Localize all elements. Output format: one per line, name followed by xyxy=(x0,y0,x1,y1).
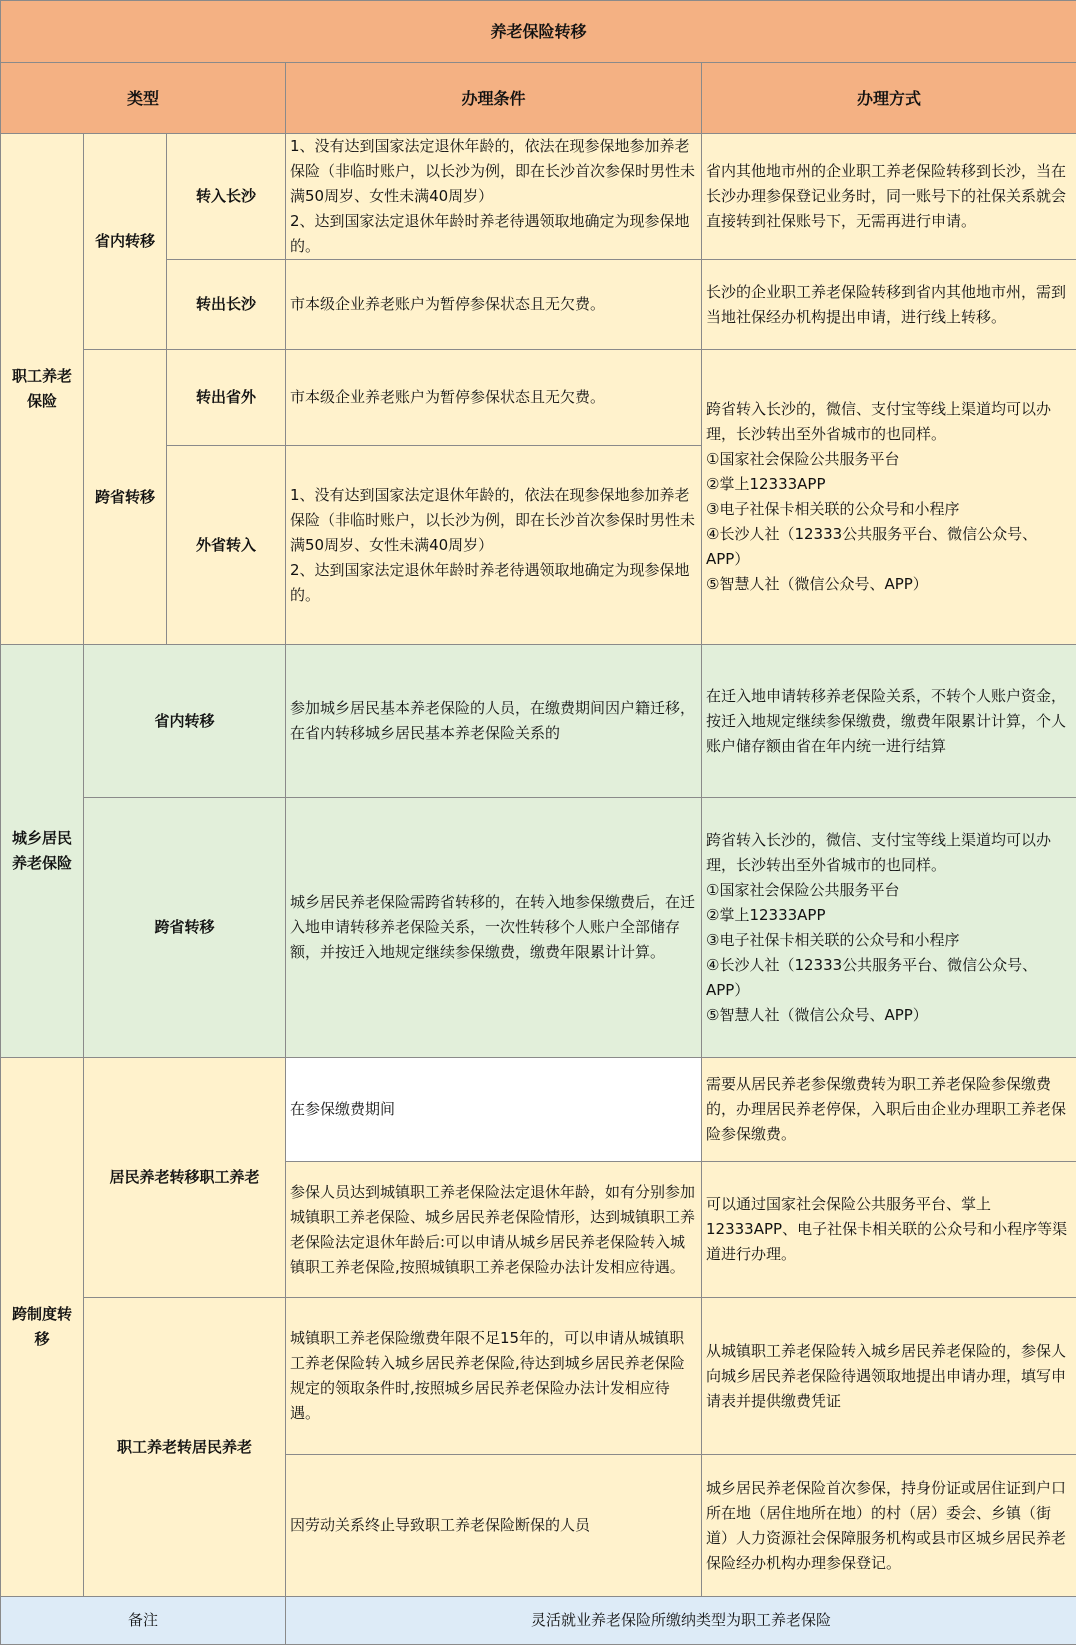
condition-r2e-row1: 在参保缴费期间 xyxy=(286,1058,702,1162)
condition-transfer-in-province: 1、没有达到国家法定退休年龄的，依法在现参保地参加养老保险（非临时账户，以长沙为例，即在长沙首次参保时男性未满50周岁、女性未满40周岁） 2、达到国家法定退休年龄时养老待遇领取地确定为现参保地的。 xyxy=(286,446,702,645)
condition-transfer-out-changsha: 市本级企业养老账户为暂停参保状态且无欠费。 xyxy=(286,260,702,350)
table-title: 养老保险转移 xyxy=(1,1,1076,63)
subcategory-resident-inter: 跨省转移 xyxy=(84,798,286,1058)
method-r2e-row2: 可以通过国家社会保险公共服务平台、掌上12333APP、电子社保卡相关联的公众号和小程序等渠道进行办理。 xyxy=(702,1162,1076,1298)
header-condition: 办理条件 xyxy=(286,63,702,134)
note-text: 灵活就业养老保险所缴纳类型为职工养老保险 xyxy=(286,1597,1076,1645)
subcategory-employee-inter: 跨省转移 xyxy=(84,350,167,645)
header-type: 类型 xyxy=(1,63,286,134)
method-e2r-row1: 从城镇职工养老保险转入城乡居民养老保险的，参保人向城乡居民养老保险待遇领取地提出申请办理，填写申请表并提供缴费凭证 xyxy=(702,1298,1076,1455)
condition-transfer-out-province: 市本级企业养老账户为暂停参保状态且无欠费。 xyxy=(286,350,702,446)
note-label: 备注 xyxy=(1,1597,286,1645)
category-resident-pension: 城乡居民 养老保险 xyxy=(1,645,84,1058)
condition-e2r-row1: 城镇职工养老保险缴费年限不足15年的，可以申请从城镇职工养老保险转入城乡居民养老保险,待达到城乡居民养老保险规定的领取条件时,按照城乡居民养老保险办法计发相应待遇。 xyxy=(286,1298,702,1455)
subcategory-employee-to-resident: 职工养老转居民养老 xyxy=(84,1298,286,1597)
condition-resident-inter: 城乡居民养老保险需跨省转移的，在转入地参保缴费后，在迁入地申请转移养老保险关系，一次性转移个人账户全部储存额，并按迁入地规定继续参保缴费，缴费年限累计计算。 xyxy=(286,798,702,1058)
condition-e2r-row2: 因劳动关系终止导致职工养老保险断保的人员 xyxy=(286,1455,702,1597)
method-e2r-row2: 城乡居民养老保险首次参保，持身份证或居住证到户口所在地（居住地所在地）的村（居）委会、乡镇（街道）人力资源社会保障服务机构或县市区城乡居民养老保险经办机构办理参保登记。 xyxy=(702,1455,1076,1597)
type-transfer-in-changsha: 转入长沙 xyxy=(167,134,286,260)
type-transfer-out-changsha: 转出长沙 xyxy=(167,260,286,350)
method-employee-inter: 跨省转入长沙的，微信、支付宝等线上渠道均可以办理，长沙转出至外省城市的也同样。 ①国家社会保险公共服务平台 ②掌上12333APP ③电子社保卡相关联的公众号和小程序 ④长沙人社（12333公共服务平台、微信公众号、APP） ⑤智慧人社（微信公众号、APP） xyxy=(702,350,1076,645)
method-transfer-out-changsha: 长沙的企业职工养老保险转移到省内其他地市州，需到当地社保经办机构提出申请，进行线上转移。 xyxy=(702,260,1076,350)
subcategory-resident-to-employee: 居民养老转移职工养老 xyxy=(84,1058,286,1298)
type-transfer-out-province: 转出省外 xyxy=(167,350,286,446)
method-r2e-row1: 需要从居民养老参保缴费转为职工养老保险参保缴费的，办理居民养老停保，入职后由企业办理职工养老保险参保缴费。 xyxy=(702,1058,1076,1162)
category-cross-system: 跨制度转 移 xyxy=(1,1058,84,1597)
header-method: 办理方式 xyxy=(702,63,1076,134)
type-transfer-in-province: 外省转入 xyxy=(167,446,286,645)
subcategory-employee-intra: 省内转移 xyxy=(84,134,167,350)
condition-r2e-row2: 参保人员达到城镇职工养老保险法定退休年龄，如有分别参加城镇职工养老保险、城乡居民养老保险情形，达到城镇职工养老保险法定退休年龄后:可以申请从城乡居民养老保险转入城镇职工养老保险,按照城镇职工养老保险办法计发相应待遇。 xyxy=(286,1162,702,1298)
category-employee-pension: 职工养老 保险 xyxy=(1,134,84,645)
method-resident-intra: 在迁入地申请转移养老保险关系，不转个人账户资金，按迁入地规定继续参保缴费，缴费年限累计计算，个人账户储存额由省在年内统一进行结算 xyxy=(702,645,1076,798)
method-resident-inter: 跨省转入长沙的，微信、支付宝等线上渠道均可以办理，长沙转出至外省城市的也同样。 ①国家社会保险公共服务平台 ②掌上12333APP ③电子社保卡相关联的公众号和小程序 ④长沙人社（12333公共服务平台、微信公众号、APP） ⑤智慧人社（微信公众号、APP） xyxy=(702,798,1076,1058)
condition-resident-intra: 参加城乡居民基本养老保险的人员，在缴费期间因户籍迁移，在省内转移城乡居民基本养老保险关系的 xyxy=(286,645,702,798)
condition-transfer-in-changsha: 1、没有达到国家法定退休年龄的，依法在现参保地参加养老保险（非临时账户，以长沙为例，即在长沙首次参保时男性未满50周岁、女性未满40周岁） 2、达到国家法定退休年龄时养老待遇领取地确定为现参保地的。 xyxy=(286,134,702,260)
subcategory-resident-intra: 省内转移 xyxy=(84,645,286,798)
method-transfer-in-changsha: 省内其他地市州的企业职工养老保险转移到长沙，当在长沙办理参保登记业务时，同一账号下的社保关系就会直接转到社保账号下，无需再进行申请。 xyxy=(702,134,1076,260)
